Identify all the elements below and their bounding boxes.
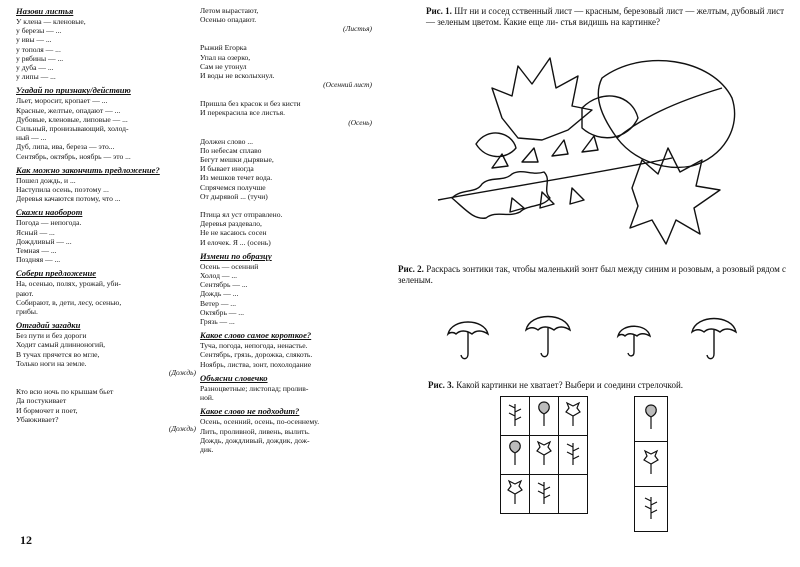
grid-cell: [501, 436, 530, 475]
middle-section: [200, 94, 376, 127]
leaf-icon: [641, 403, 661, 431]
maple-leaf-icon: [505, 478, 525, 506]
text-line: Собирают, в, дети, лесу, осенью,: [16, 297, 122, 307]
left-section: [16, 382, 200, 434]
text-line: Октябрь — ...: [200, 307, 244, 317]
leaf-sprig-icon: [534, 478, 554, 506]
text-line: И бормочет и поет,: [16, 405, 78, 415]
section-title: Угадай по признаку/действию: [16, 85, 131, 96]
text-line: у рябины — ...: [16, 53, 64, 63]
leaf-icon: [505, 439, 525, 467]
text-line: у ивы — ...: [16, 35, 52, 45]
text-line: Сентябрь, октябрь, ноябрь — это ...: [16, 151, 131, 161]
grid-cell: [501, 475, 530, 514]
text-line: Пришла без красок и без кисти: [200, 99, 301, 109]
text-line: грибы.: [16, 307, 38, 317]
left-section: [16, 165, 200, 204]
text-line: От дырявой ... (тучи): [200, 191, 268, 201]
autumn-leaves-drawing: [432, 48, 750, 248]
fig1-caption: [426, 6, 792, 28]
text-line: Грязь — ...: [200, 317, 235, 327]
text-line: Дуб, липа, ива, береза — это...: [16, 142, 115, 152]
grid-cell: [559, 397, 588, 436]
text-line: Льет, моросит, кропает — ...: [16, 96, 108, 106]
fig2-text: Раскрась зонтики так, чтобы маленький зонт был между синим и розовым, а розовый рядом с зеленым.: [398, 264, 787, 285]
text-line: На, осенью, полях, урожай, уби-: [16, 279, 121, 289]
text-line: Наступила осень, поэтому ...: [16, 185, 109, 195]
text-line: Красные, желтые, опадают — ...: [16, 105, 121, 115]
section-title: Какое слово самое короткое?: [200, 330, 312, 341]
umbrellas-drawing: [438, 306, 758, 366]
text-line: у тополя — ...: [16, 44, 61, 54]
text-line: Дубовые, кленовые, липовые — ...: [16, 114, 128, 124]
middle-section: [200, 6, 376, 34]
left-section: [16, 6, 200, 81]
text-line: Ветер — ...: [200, 298, 237, 308]
left-text-column: [16, 6, 200, 438]
text-line: Осень, осенний, осень, по-осеннему.: [200, 417, 320, 427]
text-line: И елочек. Я ... (осень): [200, 237, 271, 247]
fig3-label: Рис. 3.: [428, 380, 454, 390]
leaf-sprig-icon: [563, 439, 583, 467]
leaf-icon: [534, 400, 554, 428]
text-line: Темная — ...: [16, 246, 57, 256]
text-line: Птица ял уст отправлено.: [200, 210, 283, 220]
umbrella-2-icon: [526, 317, 570, 357]
text-line: Холод — ...: [200, 271, 238, 281]
text-line: Дождливый — ...: [16, 236, 72, 246]
maple-leaf-shape: [492, 58, 592, 140]
left-section: [16, 207, 200, 264]
option-cell[interactable]: [635, 487, 668, 532]
fig2-caption: [398, 264, 790, 286]
umbrella-3-icon: [618, 326, 650, 356]
text-line: Должен слово ...: [200, 136, 254, 146]
picture-puzzle-grid: [500, 396, 588, 514]
middle-section: [200, 132, 376, 201]
middle-text-column: [200, 6, 376, 458]
grid-cell: [530, 397, 559, 436]
middle-section: [200, 251, 376, 326]
maple-leaf-icon: [641, 448, 661, 476]
grid-cell: [530, 436, 559, 475]
text-line: Упал на озерко,: [200, 52, 251, 62]
text-line: Только ноги на земле.: [16, 358, 87, 368]
section-title: Какое слово не подходит?: [200, 406, 300, 417]
text-line: Ясный — ...: [16, 227, 55, 237]
section-title: Отгадай загадки: [16, 320, 81, 331]
section-title: Как можно закончить предложение?: [16, 164, 160, 175]
text-line: И воды не всколыхнул.: [200, 71, 275, 81]
text-line: Сентябрь — ...: [200, 280, 248, 290]
text-line: Дождь, дождливый, дождик, дож-: [200, 435, 310, 445]
left-section: [16, 320, 200, 378]
fig3-text: Какой картинки не хватает? Выбери и соедини стрелочкой.: [456, 380, 684, 390]
riddle-answer: (Листья): [342, 24, 372, 34]
text-line: Из мешков течет вода.: [200, 173, 273, 183]
section-title: Скажи наоборот: [16, 207, 83, 218]
text-line: ный — ...: [16, 133, 47, 143]
text-line: Пошел дождь, и ...: [16, 175, 76, 185]
text-line: Убаюкивает?: [16, 414, 59, 424]
text-line: Сам не утонул: [200, 61, 247, 71]
riddle-answer: (Дождь): [168, 368, 196, 378]
text-line: Сентябрь, грязь, дорожка, слякоть.: [200, 350, 313, 360]
text-line: Да постукивает: [16, 396, 67, 406]
grid-cell: [501, 397, 530, 436]
fig1-label: Рис. 1.: [426, 6, 452, 16]
text-line: Деревья раздевало,: [200, 219, 262, 229]
fig3-caption: [428, 380, 798, 391]
text-line: у березы — ...: [16, 26, 62, 36]
section-title: Измени по образцу: [200, 250, 272, 261]
text-line: И перекрасила все листья.: [200, 108, 286, 118]
text-line: Осень — осенний: [200, 261, 259, 271]
riddle-answer: (Осень): [348, 117, 372, 127]
maple-leaf-icon: [563, 400, 583, 428]
text-line: дик.: [200, 444, 214, 454]
grid-cell-empty[interactable]: [559, 475, 588, 514]
answer-options-column: [634, 396, 668, 532]
middle-section: [200, 406, 376, 454]
text-line: Летом вырастают,: [200, 6, 259, 15]
text-line: Кто всю ночь по крышам бьет: [16, 387, 114, 397]
leaf-sprig-icon: [641, 493, 661, 521]
text-line: По небесам сплаво: [200, 145, 262, 155]
birch-leaf-shape: [582, 96, 638, 138]
maple-leaf-bottom-shape: [630, 148, 720, 244]
text-line: у липы — ...: [16, 72, 56, 82]
text-line: Сильный, пронизывающий, холод-: [16, 124, 129, 134]
grid-cell: [559, 436, 588, 475]
text-line: Разноцветные; листопад; пролив-: [200, 383, 309, 393]
section-title: Объясни словечко: [200, 372, 268, 383]
section-title: Назови листья: [16, 6, 74, 16]
grid-cell: [530, 475, 559, 514]
umbrella-1-icon: [448, 322, 488, 359]
option-cell[interactable]: [635, 397, 668, 442]
text-line: У клена — кленовые,: [16, 17, 86, 26]
text-line: Осенью опадают.: [200, 15, 257, 25]
text-line: И бывает иногда: [200, 164, 254, 174]
text-line: Погода — непогода.: [16, 218, 82, 228]
text-line: Деревья качаются потому, что ...: [16, 194, 121, 204]
section-title: Собери предложение: [16, 268, 97, 279]
maple-leaf-icon: [534, 439, 554, 467]
middle-section: [200, 330, 376, 369]
text-line: Лить, проливной, ливень, вылить.: [200, 426, 310, 436]
text-line: Дождь — ...: [200, 289, 239, 299]
middle-section: [200, 205, 376, 247]
middle-section: [200, 38, 376, 90]
umbrella-4-icon: [692, 319, 736, 359]
text-line: ной.: [200, 393, 214, 403]
left-section: [16, 85, 200, 160]
text-line: Бегут мешки дырявые,: [200, 155, 274, 165]
riddle-answer: (Дождь): [168, 423, 196, 433]
text-line: Без пути и без дороги: [16, 331, 87, 341]
leaf-sprig-icon: [505, 400, 525, 428]
text-line: Не не касаюсь сосен: [200, 228, 267, 238]
riddle-answer: (Осенний лист): [323, 80, 372, 90]
text-line: Рыжий Егорка: [200, 43, 247, 53]
left-section: [16, 268, 200, 316]
text-line: рают.: [16, 288, 34, 298]
page-number: 12: [20, 533, 32, 547]
text-line: В тучах прячется во мгле,: [16, 349, 100, 359]
text-line: у дуба — ...: [16, 63, 54, 73]
text-line: Поздняя — ...: [16, 255, 61, 265]
text-line: Ноябрь, листва, зонт, похолодание: [200, 359, 312, 369]
option-cell[interactable]: [635, 442, 668, 487]
branch-stem: [438, 158, 672, 200]
text-line: Спрячемся получше: [200, 182, 266, 192]
text-line: Туча, погода, непогода, ненастье.: [200, 341, 308, 351]
middle-section: [200, 373, 376, 402]
fig1-text: Шт ни и сосед сственный лист — красным, березовый лист — желтым, дубовый лист — зеленым цветом. Какие еще ли- стья видишь на картинке?: [426, 6, 785, 27]
text-line: Ходит самый длинноногий,: [16, 340, 106, 350]
fig2-label: Рис. 2.: [398, 264, 424, 274]
